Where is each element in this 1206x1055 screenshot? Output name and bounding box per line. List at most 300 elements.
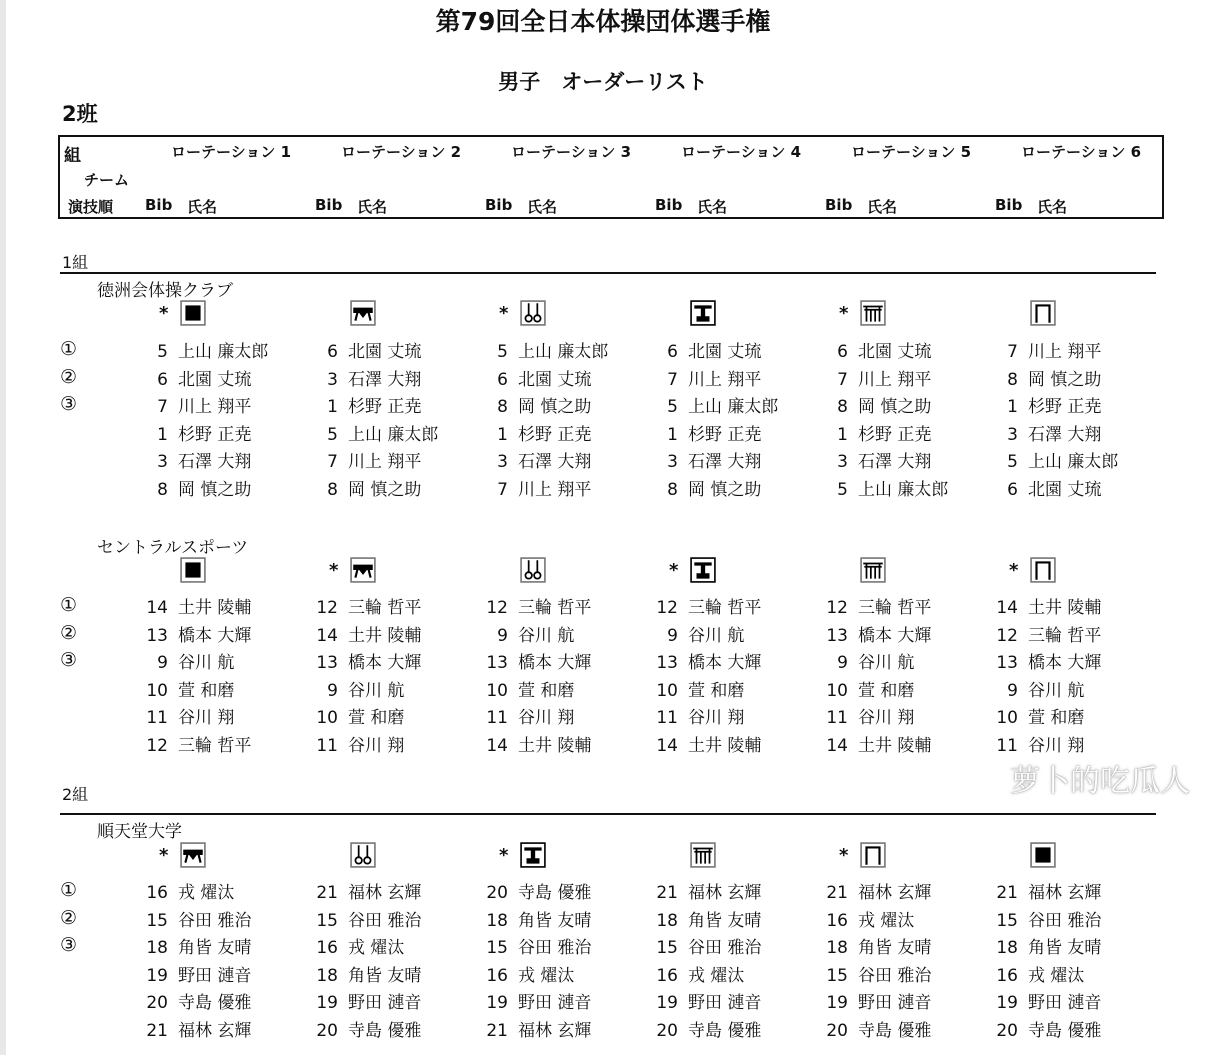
athlete-name: 三輪 哲平: [178, 736, 252, 756]
athlete-name: 谷川 航: [688, 625, 745, 646]
athlete-bib: 15: [316, 910, 338, 931]
athlete-name: 谷川 航: [1028, 680, 1085, 701]
athlete-name: 福林 玄輝: [518, 1021, 592, 1041]
header-rotation-4: ローテーション 4: [681, 143, 802, 161]
athlete-entry: [820, 368, 931, 392]
athlete-bib: 11: [656, 708, 678, 729]
athlete-entry: [140, 450, 251, 474]
athlete-bib: 3: [157, 452, 168, 473]
athlete-bib: 21: [996, 883, 1018, 903]
athlete-name: 上山 廉太郎: [178, 342, 269, 362]
athlete-name: 岡 慎之助: [348, 480, 422, 500]
athlete-entry: [820, 881, 931, 905]
header-name: 氏名: [697, 198, 728, 216]
athlete-bib: 5: [157, 342, 168, 362]
athlete-name: 福林 玄輝: [348, 883, 422, 903]
athlete-entry: [990, 596, 1101, 620]
athlete-name: 谷川 翔: [518, 708, 575, 729]
athlete-entry: [990, 423, 1101, 447]
athlete-entry: [480, 596, 591, 620]
athlete-bib: 9: [667, 625, 678, 646]
athlete-name: 戎 燿汰: [518, 965, 575, 986]
athlete-bib: 14: [826, 736, 848, 756]
athlete-name: 谷田 雅治: [178, 910, 252, 931]
athlete-entry: [820, 964, 931, 988]
athlete-bib: 14: [146, 598, 168, 618]
athlete-entry: [480, 734, 591, 758]
athlete-name: 岡 慎之助: [688, 480, 762, 500]
athlete-entry: [310, 651, 421, 675]
athlete-name: 上山 廉太郎: [518, 342, 609, 362]
athlete-bib: 21: [656, 883, 678, 903]
athlete-name: 土井 陵輔: [858, 736, 932, 756]
athlete-entry: [480, 395, 591, 419]
athlete-name: 谷田 雅治: [858, 965, 932, 986]
athlete-name: 野田 漣音: [1028, 993, 1102, 1014]
athlete-name: 岡 慎之助: [178, 480, 252, 500]
athlete-name: 北園 丈琉: [348, 342, 422, 362]
athlete-entry: [650, 734, 761, 758]
athlete-bib: 8: [837, 397, 848, 418]
athlete-bib: 13: [656, 653, 678, 674]
athlete-name: 石澤 大翔: [348, 369, 422, 390]
athlete-name: 川上 翔平: [518, 480, 592, 500]
athlete-entry: [650, 395, 778, 419]
athlete-name: 橋本 大輝: [1028, 653, 1102, 674]
page-title: 第79回全日本体操団体選手権: [435, 7, 771, 36]
athlete-bib: 3: [667, 452, 678, 473]
athlete-entry: [990, 936, 1101, 960]
athlete-name: 岡 慎之助: [1028, 369, 1102, 390]
athlete-entry: [480, 706, 574, 730]
athlete-bib: 8: [667, 480, 678, 500]
athlete-bib: 20: [826, 1021, 848, 1041]
athlete-bib: 21: [316, 883, 338, 903]
athlete-bib: 9: [497, 625, 508, 646]
athlete-entry: [650, 909, 761, 933]
athlete-entry: [480, 964, 574, 988]
athlete-entry: [650, 478, 761, 502]
athlete-entry: [140, 909, 251, 933]
athlete-bib: 16: [316, 938, 338, 959]
athlete-entry: [310, 340, 421, 364]
athlete-entry: [990, 1019, 1101, 1043]
watermark: 萝卜的吃瓜人: [1010, 764, 1190, 799]
athlete-entry: [480, 450, 591, 474]
athlete-entry: [650, 679, 744, 703]
athlete-bib: 12: [826, 598, 848, 618]
athlete-bib: 9: [157, 653, 168, 674]
athlete-entry: [480, 936, 591, 960]
athlete-name: 谷田 雅治: [1028, 910, 1102, 931]
athlete-bib: 18: [316, 965, 338, 986]
athlete-entry: [140, 706, 234, 730]
athlete-bib: 16: [996, 965, 1018, 986]
athlete-entry: [310, 991, 421, 1015]
athlete-bib: 6: [157, 369, 168, 390]
header-bib: Bib: [995, 196, 1023, 214]
team-name: 順天堂大学: [97, 822, 182, 842]
athlete-entry: [140, 395, 251, 419]
athlete-bib: 14: [486, 736, 508, 756]
athlete-name: 萱 和磨: [1028, 708, 1085, 729]
star-mark: *: [329, 560, 339, 581]
athlete-entry: [650, 423, 761, 447]
athlete-name: 萱 和磨: [178, 680, 235, 701]
athlete-bib: 15: [826, 965, 848, 986]
athlete-name: 谷田 雅治: [348, 910, 422, 931]
athlete-entry: [650, 368, 761, 392]
athlete-name: 萱 和磨: [858, 680, 915, 701]
header-bib: Bib: [485, 196, 513, 214]
athlete-name: 谷田 雅治: [518, 938, 592, 959]
athlete-bib: 1: [497, 424, 508, 445]
athlete-entry: [310, 624, 421, 648]
athlete-name: 野田 漣音: [688, 993, 762, 1014]
athlete-name: 橋本 大輝: [688, 653, 762, 674]
athlete-entry: [650, 1019, 761, 1043]
athlete-entry: [650, 706, 744, 730]
athlete-name: 杉野 正尭: [858, 424, 932, 445]
athlete-bib: 20: [146, 993, 168, 1014]
athlete-bib: 19: [826, 993, 848, 1014]
header-name: 氏名: [187, 198, 218, 216]
athlete-bib: 11: [146, 708, 168, 729]
group-class-label: 2班: [62, 102, 98, 126]
header-team: チーム: [84, 171, 130, 189]
athlete-bib: 10: [996, 708, 1018, 729]
star-mark: *: [669, 560, 679, 581]
athlete-name: 岡 慎之助: [518, 397, 592, 418]
athlete-entry: [140, 340, 268, 364]
order-mark-1: ①: [60, 879, 78, 901]
athlete-bib: 13: [486, 653, 508, 674]
star-mark: *: [159, 845, 169, 866]
athlete-bib: 5: [667, 397, 678, 418]
athlete-name: 野田 漣音: [518, 993, 592, 1014]
athlete-name: 川上 翔平: [858, 369, 932, 390]
athlete-bib: 6: [667, 342, 678, 362]
athlete-entry: [140, 596, 251, 620]
athlete-bib: 12: [996, 625, 1018, 646]
athlete-name: 角皆 友晴: [688, 910, 762, 931]
athlete-entry: [310, 450, 421, 474]
high-bar-icon: [1030, 300, 1056, 326]
athlete-entry: [820, 679, 914, 703]
athlete-name: 石澤 大翔: [858, 452, 932, 473]
athlete-name: 戎 燿汰: [858, 910, 915, 931]
athlete-entry: [480, 368, 591, 392]
athlete-bib: 7: [497, 480, 508, 500]
order-mark-2: ②: [60, 365, 78, 388]
athlete-name: 福林 玄輝: [1028, 883, 1102, 903]
athlete-bib: 5: [497, 342, 508, 362]
athlete-bib: 1: [1007, 397, 1018, 418]
athlete-entry: [820, 706, 914, 730]
order-mark-3: ③: [60, 934, 78, 957]
athlete-name: 福林 玄輝: [688, 883, 762, 903]
star-mark: *: [839, 303, 849, 324]
athlete-name: 萱 和磨: [348, 708, 405, 729]
athlete-entry: [990, 734, 1084, 758]
athlete-entry: [310, 423, 438, 447]
athlete-entry: [650, 624, 744, 648]
athlete-entry: [990, 909, 1101, 933]
athlete-name: 寺島 優雅: [858, 1021, 932, 1041]
header-rotation-3: ローテーション 3: [511, 143, 632, 161]
vault-icon: [520, 842, 546, 868]
athlete-entry: [820, 423, 931, 447]
order-mark-3: ③: [60, 649, 78, 672]
parallel-bars-icon: [690, 842, 716, 868]
athlete-bib: 16: [826, 910, 848, 931]
athlete-name: 橋本 大輝: [858, 625, 932, 646]
athlete-entry: [820, 651, 914, 675]
header-bib: Bib: [145, 196, 173, 214]
athlete-bib: 19: [996, 993, 1018, 1014]
athlete-name: 谷田 雅治: [688, 938, 762, 959]
athlete-name: 谷川 翔: [688, 708, 745, 729]
pommel-horse-icon: [180, 842, 206, 868]
athlete-bib: 10: [486, 680, 508, 701]
athlete-bib: 13: [826, 625, 848, 646]
high-bar-icon: [1030, 557, 1056, 583]
athlete-bib: 18: [486, 910, 508, 931]
athlete-bib: 9: [837, 653, 848, 674]
athlete-name: 川上 翔平: [688, 369, 762, 390]
athlete-bib: 9: [327, 680, 338, 701]
athlete-name: 上山 廉太郎: [688, 397, 779, 418]
star-mark: *: [499, 845, 509, 866]
athlete-name: 三輪 哲平: [518, 598, 592, 618]
star-mark: *: [839, 845, 849, 866]
athlete-name: 谷川 航: [518, 625, 575, 646]
athlete-entry: [480, 340, 608, 364]
athlete-entry: [990, 395, 1101, 419]
athlete-name: 土井 陵輔: [178, 598, 252, 618]
group-divider: [60, 813, 1156, 815]
athlete-bib: 19: [486, 993, 508, 1014]
athlete-name: 杉野 正尭: [1028, 397, 1102, 418]
athlete-entry: [820, 909, 914, 933]
athlete-name: 北園 丈琉: [688, 342, 762, 362]
athlete-entry: [140, 734, 251, 758]
athlete-entry: [820, 395, 931, 419]
athlete-bib: 20: [486, 883, 508, 903]
group-divider: [60, 272, 1156, 274]
athlete-name: 三輪 哲平: [348, 598, 422, 618]
athlete-bib: 18: [996, 938, 1018, 959]
athlete-entry: [310, 679, 404, 703]
athlete-name: 杉野 正尭: [518, 424, 592, 445]
athlete-bib: 13: [996, 653, 1018, 674]
athlete-entry: [650, 991, 761, 1015]
athlete-bib: 12: [316, 598, 338, 618]
header-name: 氏名: [867, 198, 898, 216]
rings-icon: [350, 842, 376, 868]
header-rotation-2: ローテーション 2: [341, 143, 462, 161]
athlete-bib: 16: [656, 965, 678, 986]
athlete-entry: [990, 450, 1118, 474]
star-mark: *: [1009, 560, 1019, 581]
athlete-bib: 21: [146, 1021, 168, 1041]
athlete-bib: 15: [146, 910, 168, 931]
athlete-name: 北園 丈琉: [178, 369, 252, 390]
floor-icon: [180, 300, 206, 326]
athlete-bib: 9: [1007, 680, 1018, 701]
vault-icon: [690, 557, 716, 583]
athlete-name: 橋本 大輝: [518, 653, 592, 674]
athlete-name: 土井 陵輔: [1028, 598, 1102, 618]
athlete-name: 寺島 優雅: [178, 993, 252, 1014]
athlete-name: 野田 漣音: [348, 993, 422, 1014]
athlete-entry: [310, 478, 421, 502]
athlete-name: 土井 陵輔: [688, 736, 762, 756]
athlete-bib: 12: [486, 598, 508, 618]
pommel-horse-icon: [350, 300, 376, 326]
athlete-name: 土井 陵輔: [348, 625, 422, 646]
athlete-bib: 6: [497, 369, 508, 390]
athlete-bib: 7: [327, 452, 338, 473]
athlete-bib: 18: [826, 938, 848, 959]
athlete-entry: [990, 624, 1101, 648]
header-rotation-6: ローテーション 6: [1021, 143, 1142, 161]
athlete-entry: [820, 596, 931, 620]
athlete-entry: [650, 651, 761, 675]
athlete-entry: [310, 881, 421, 905]
athlete-entry: [480, 423, 591, 447]
athlete-entry: [650, 936, 761, 960]
group-label: 2組: [62, 785, 89, 804]
athlete-bib: 1: [157, 424, 168, 445]
header-box: [58, 135, 1164, 219]
athlete-bib: 10: [316, 708, 338, 729]
header-name: 氏名: [527, 198, 558, 216]
athlete-name: 谷川 翔: [858, 708, 915, 729]
athlete-entry: [140, 1019, 251, 1043]
athlete-name: 萱 和磨: [518, 680, 575, 701]
athlete-name: 石澤 大翔: [518, 452, 592, 473]
athlete-entry: [480, 651, 591, 675]
athlete-bib: 20: [656, 1021, 678, 1041]
header-bib: Bib: [825, 196, 853, 214]
athlete-bib: 16: [486, 965, 508, 986]
athlete-entry: [310, 936, 404, 960]
athlete-name: 角皆 友晴: [348, 965, 422, 986]
athlete-entry: [480, 909, 591, 933]
athlete-bib: 5: [327, 424, 338, 445]
athlete-entry: [990, 991, 1101, 1015]
athlete-entry: [990, 651, 1101, 675]
header-rotation-5: ローテーション 5: [851, 143, 972, 161]
order-mark-2: ②: [60, 621, 78, 644]
athlete-name: 福林 玄輝: [178, 1021, 252, 1041]
floor-icon: [1030, 842, 1056, 868]
athlete-name: 谷川 航: [178, 653, 235, 674]
athlete-bib: 16: [146, 883, 168, 903]
athlete-entry: [480, 1019, 591, 1043]
athlete-entry: [820, 734, 931, 758]
athlete-name: 土井 陵輔: [518, 736, 592, 756]
athlete-bib: 19: [146, 965, 168, 986]
athlete-entry: [310, 706, 404, 730]
athlete-entry: [480, 679, 574, 703]
athlete-entry: [140, 964, 251, 988]
athlete-bib: 19: [656, 993, 678, 1014]
athlete-bib: 3: [837, 452, 848, 473]
athlete-name: 北園 丈琉: [858, 342, 932, 362]
athlete-bib: 5: [1007, 452, 1018, 473]
athlete-bib: 18: [656, 910, 678, 931]
athlete-name: 三輪 哲平: [688, 598, 762, 618]
pommel-horse-icon: [350, 557, 376, 583]
athlete-entry: [650, 596, 761, 620]
athlete-name: 川上 翔平: [348, 452, 422, 473]
athlete-entry: [820, 991, 931, 1015]
athlete-bib: 11: [826, 708, 848, 729]
athlete-entry: [650, 881, 761, 905]
athlete-bib: 21: [826, 883, 848, 903]
athlete-name: 石澤 大翔: [688, 452, 762, 473]
athlete-name: 戎 燿汰: [1028, 965, 1085, 986]
athlete-bib: 11: [996, 736, 1018, 756]
athlete-entry: [310, 1019, 421, 1043]
athlete-entry: [140, 478, 251, 502]
athlete-entry: [480, 478, 591, 502]
athlete-bib: 15: [656, 938, 678, 959]
athlete-bib: 20: [316, 1021, 338, 1041]
athlete-bib: 8: [327, 480, 338, 500]
athlete-entry: [820, 1019, 931, 1043]
athlete-entry: [140, 936, 251, 960]
athlete-name: 上山 廉太郎: [858, 480, 949, 500]
athlete-name: 谷川 翔: [348, 736, 405, 756]
athlete-name: 寺島 優雅: [1028, 1021, 1102, 1041]
group-label: 1組: [62, 253, 89, 272]
athlete-bib: 10: [146, 680, 168, 701]
athlete-bib: 18: [146, 938, 168, 959]
athlete-entry: [990, 368, 1101, 392]
athlete-entry: [140, 624, 251, 648]
athlete-entry: [820, 478, 948, 502]
athlete-name: 杉野 正尭: [178, 424, 252, 445]
athlete-name: 角皆 友晴: [858, 938, 932, 959]
parallel-bars-icon: [860, 300, 886, 326]
athlete-name: 三輪 哲平: [858, 598, 932, 618]
athlete-bib: 13: [146, 625, 168, 646]
athlete-name: 寺島 優雅: [688, 1021, 762, 1041]
athlete-name: 上山 廉太郎: [1028, 452, 1119, 473]
athlete-entry: [140, 368, 251, 392]
athlete-bib: 11: [486, 708, 508, 729]
athlete-entry: [820, 936, 931, 960]
athlete-bib: 15: [996, 910, 1018, 931]
athlete-bib: 14: [316, 625, 338, 646]
rings-icon: [520, 557, 546, 583]
athlete-entry: [990, 964, 1084, 988]
vault-icon: [690, 300, 716, 326]
athlete-bib: 14: [996, 598, 1018, 618]
athlete-bib: 3: [327, 369, 338, 390]
athlete-entry: [140, 881, 234, 905]
athlete-name: 戎 燿汰: [178, 883, 235, 903]
order-mark-1: ①: [60, 338, 78, 360]
page-edge: [0, 0, 6, 1055]
athlete-entry: [650, 450, 761, 474]
athlete-bib: 21: [486, 1021, 508, 1041]
athlete-bib: 11: [316, 736, 338, 756]
athlete-bib: 7: [667, 369, 678, 390]
